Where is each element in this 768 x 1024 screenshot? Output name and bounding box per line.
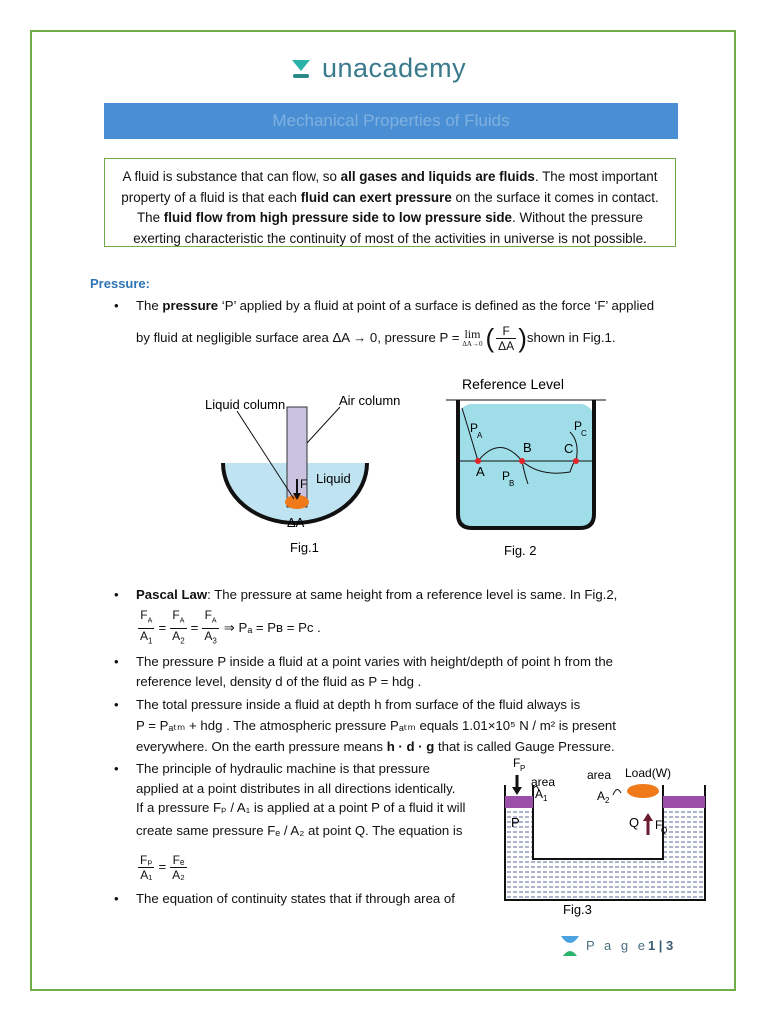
p5-line1: The principle of hydraulic machine is that pressure [136, 761, 430, 776]
fig1-area-label: ΔA [287, 515, 305, 530]
figure-2 [440, 372, 620, 562]
figure-1 [195, 385, 401, 560]
pascal-label: Pascal Law [136, 587, 208, 602]
fig2-pc-sub: C [581, 429, 587, 438]
limit-operator [462, 328, 482, 349]
point-c [573, 458, 579, 464]
fig2-a-label: A [476, 464, 485, 479]
fig1-caption: Fig.1 [290, 540, 319, 555]
frac-num: F [496, 324, 516, 339]
bullet-pressure-def [136, 296, 696, 316]
air-column-pointer [307, 407, 340, 443]
footer-page-label: P a g e [586, 937, 648, 953]
fig2-pc-label: P [574, 419, 583, 433]
banner-title: Mechanical Properties of Fluids [272, 111, 510, 130]
intro-bold-3: fluid flow from high pressure side to low pressure side [163, 210, 512, 225]
p4-line3a: everywhere. On the earth pressure means [136, 739, 387, 754]
fig3-a2-sub: 2 [605, 796, 610, 805]
paren-left: ( [485, 323, 495, 353]
fig3-a2-label: A [597, 789, 606, 803]
pressure-fraction [496, 324, 516, 353]
fig2-pb-sub: B [509, 479, 515, 488]
fig3-area1-label: area [531, 775, 556, 789]
pascal-frac-3: $\frac{F_A}{A_3}$ [204, 607, 217, 646]
intro-box [104, 158, 676, 247]
bullet-hydraulic [136, 759, 486, 840]
pascal-equation: $\frac{F_A}{A_1}$ = $\frac{F_A}{A_2}$ = $\frac{F_A}{A_3}$ ⇒ Pₐ = Pʙ = Pᴄ . [136, 606, 321, 650]
brand-logo [290, 50, 466, 86]
p4-line3c: that is called Gauge Pressure. [434, 739, 615, 754]
fig3-load-label: Load(W) [625, 766, 672, 780]
intro-bold-1: all gases and liquids are fluids [340, 169, 535, 184]
intro-text-3: on the surface it comes in contact. The [136, 189, 659, 225]
p4-gauge: h · d · g [386, 739, 435, 754]
footer-page-number: 1 | 3 [647, 937, 674, 953]
fig2-pb-label: P [502, 469, 511, 483]
fig3-a1-label: A [535, 787, 544, 801]
fig3-caption: Fig.3 [563, 902, 592, 917]
fig3-fq-arrowhead [643, 813, 653, 821]
fig1-force-label: F [300, 477, 308, 491]
p1-text-a: The [136, 298, 163, 313]
fig1-air-column-label: Air column [339, 393, 401, 408]
title-banner [104, 103, 678, 139]
p1-bold: pressure [162, 298, 219, 313]
p5-line2: applied at a point distributes in all directions identically. [136, 780, 456, 796]
fig2-caption: Fig. 2 [504, 543, 537, 558]
fig3-a1-sub: 1 [543, 794, 548, 803]
pressure-formula-line [136, 318, 716, 358]
fig2-reference-label: Reference Level [462, 376, 564, 392]
bullet-continuity [136, 889, 486, 909]
p1-text-e: shown in Fig.1. [526, 330, 616, 345]
p4-line2: P = Pₐₜₘ + hdg . The atmospheric pressure Pₐₜₘ equals 1.01×10⁵ N / m² is present [136, 718, 616, 733]
fig3-piston-left [505, 796, 533, 808]
fig3-fp-label: F [513, 756, 521, 770]
pascal-text: : The pressure at same height from a reference level is same. In Fig.2, [207, 587, 618, 602]
footer-logo-icon [560, 932, 580, 958]
fig3-area2-label: area [587, 768, 612, 782]
fig3-fq-label: F [655, 818, 663, 832]
p1-text-c: ‘P’ applied by a fluid at point of a surface is defined as the force ‘F’ applied [218, 298, 655, 313]
frac-den: ΔA [498, 338, 515, 353]
fig3-a2-pointer [613, 789, 621, 795]
fig1-liquid-column-label: Liquid column [205, 397, 286, 412]
fig3-fq-sub: Q [661, 826, 668, 835]
fig3-fluid [505, 793, 705, 900]
pascal-frac-2: $\frac{F_A}{A_2}$ [172, 607, 185, 646]
p3-line1: The pressure P inside a fluid at a point varies with height/depth of point h from the [136, 654, 613, 669]
pascal-result: ⇒ Pₐ = Pʙ = Pᴄ . [223, 620, 321, 635]
paren-right: ) [518, 323, 527, 353]
unacademy-logo-icon [290, 56, 312, 80]
bullet-pascal-law [136, 585, 696, 605]
p5-line3: If a pressure Fₚ / A₁ is applied at a point P of a fluid it will [136, 800, 466, 815]
fig2-pa-sub: A [477, 431, 483, 440]
fig2-b-label: B [523, 440, 532, 455]
fig3-q-label: Q [629, 815, 640, 830]
fig3-fp-sub: P [520, 764, 526, 773]
fig3-load [627, 784, 659, 798]
p1-text-d: by fluid at negligible surface area ΔA → 0, pressure P = [136, 330, 460, 345]
hydraulic-frac-2: $\frac{\text{Fₑ}}{\text{A₂}}$ [172, 852, 185, 882]
p3-line2: reference level, density d of the fluid as P = hdg . [136, 674, 422, 689]
hydraulic-frac-1: $\frac{\text{Fₚ}}{\text{A₁}}$ [140, 852, 153, 882]
p4-line1: The total pressure inside a fluid at depth h from surface of the fluid always is [136, 697, 581, 712]
fig2-pa-label: P [470, 421, 479, 435]
brand-name: unacademy [322, 52, 467, 83]
page-footer [560, 932, 673, 958]
fig3-piston-right [663, 796, 705, 808]
section-heading: Pressure: [90, 276, 150, 291]
bullet-pressure-depth [136, 652, 696, 692]
hydraulic-equation: $\frac{\text{Fₚ}}{\text{A₁}}$ = $\frac{\text{Fₑ}}{\text{A₂}}$ [140, 852, 185, 882]
p5-line4: create same pressure Fₑ / A₂ at point Q. The equation is [136, 822, 463, 838]
fig2-c-label: C [564, 441, 574, 456]
intro-text-1: A fluid is substance that can flow, so [122, 169, 341, 184]
fig3-p-label: P [511, 815, 520, 830]
fig1-liquid-label: Liquid [316, 471, 351, 486]
lim-text: lim [464, 326, 481, 341]
intro-bold-2: fluid can exert pressure [300, 189, 452, 205]
intro-text-2: . The most important property of a fluid is that each [121, 169, 658, 205]
figure-3 [495, 755, 710, 920]
lim-sub: ΔA→0 [462, 339, 483, 348]
pascal-frac-1: $\frac{F_A}{A_1}$ [140, 607, 153, 646]
p6-line1: The equation of continuity states that if through area of [136, 891, 455, 906]
intro-text-4: . Without the pressure exerting characteristic the continuity of most of the activities in universe is not possible. [133, 210, 647, 246]
bullet-total-pressure [136, 694, 706, 757]
point-b [519, 458, 525, 464]
